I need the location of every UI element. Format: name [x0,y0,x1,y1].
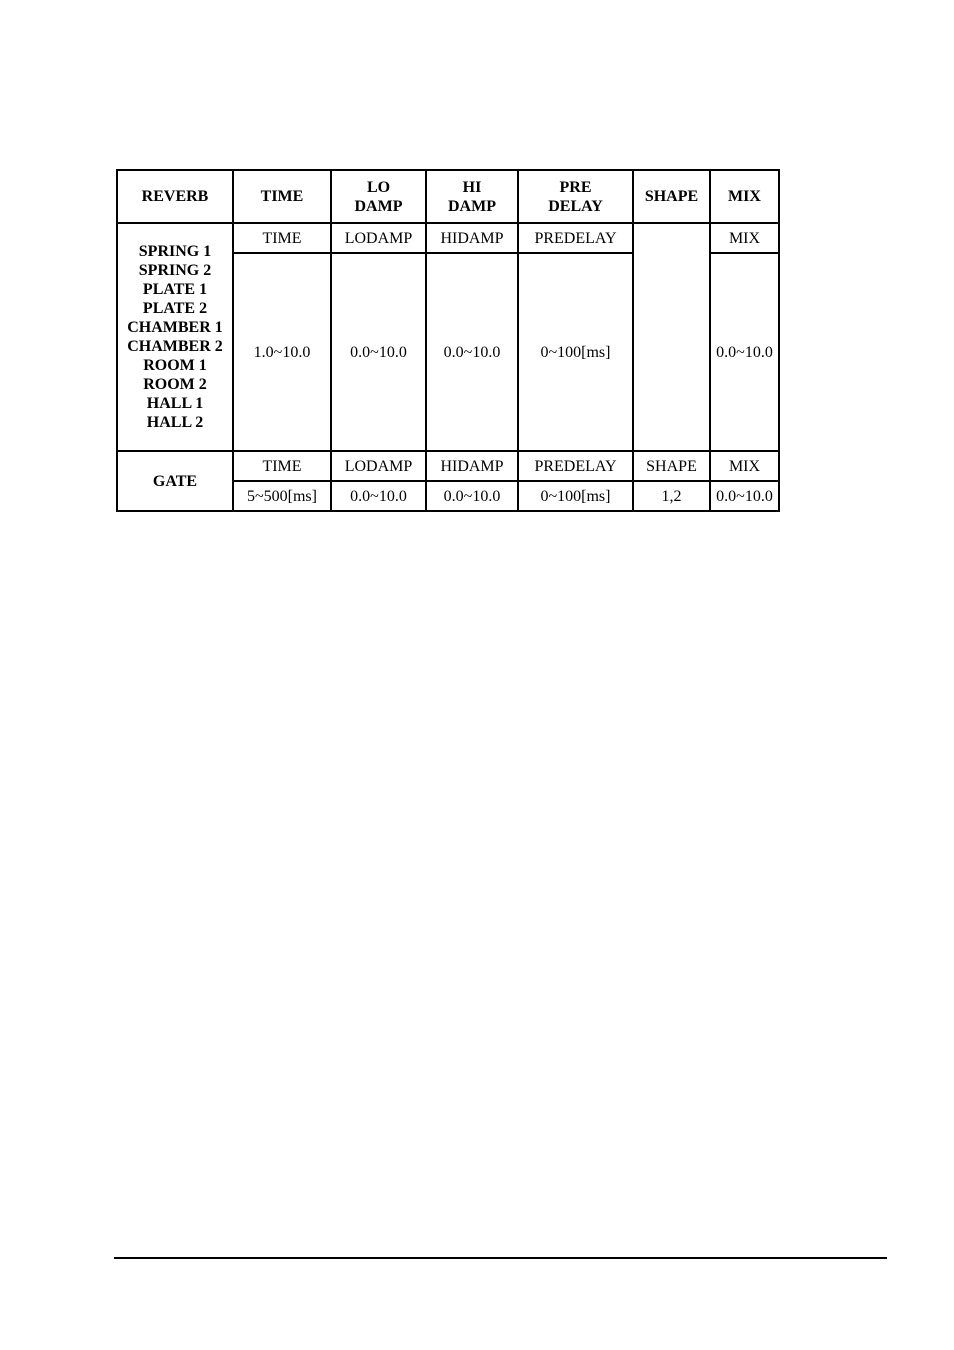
mode-room-2: ROOM 2 [143,376,207,393]
mode-spring-1: SPRING 1 [138,243,212,260]
header-mix: MIX [710,170,779,223]
mode-room-1: ROOM 1 [143,357,207,374]
mode-chamber-1: CHAMBER 1 [127,319,223,336]
gate-label-row [117,451,779,481]
gate-time-label: TIME [233,451,331,481]
mode-chamber-2: CHAMBER 2 [127,338,223,355]
reverb-hidamp-range: 0.0~10.0 [426,253,518,451]
reverb-time-range: 1.0~10.0 [233,253,331,451]
gate-predelay-range: 0~100[ms] [518,481,633,511]
gate-lodamp-range: 0.0~10.0 [331,481,426,511]
reverb-mix-range: 0.0~10.0 [710,253,779,451]
mode-hall-2: HALL 2 [146,414,204,431]
header-lo-damp: LO DAMP [331,170,426,223]
reverb-predelay-range: 0~100[ms] [518,253,633,451]
header-hi-damp: HI DAMP [426,170,518,223]
header-shape: SHAPE [633,170,710,223]
gate-name: GATE [117,451,233,511]
header-row [117,170,779,223]
reverb-label-row [117,223,779,253]
reverb-mix-label: MIX [710,223,779,253]
gate-time-range: 5~500[ms] [233,481,331,511]
mode-spring-2: SPRING 2 [138,262,212,279]
gate-mix-range: 0.0~10.0 [710,481,779,511]
header-time: TIME [233,170,331,223]
gate-mix-label: MIX [710,451,779,481]
reverb-lodamp-label: LODAMP [331,223,426,253]
reverb-mode-list [117,223,233,451]
gate-shape-range: 1,2 [633,481,710,511]
header-reverb: REVERB [117,170,233,223]
gate-hidamp-label: HIDAMP [426,451,518,481]
reverb-parameter-table [116,169,780,512]
footer-rule [114,1257,887,1259]
reverb-shape-empty [633,223,710,451]
reverb-hidamp-label: HIDAMP [426,223,518,253]
mode-plate-1: PLATE 1 [142,281,208,298]
reverb-predelay-label: PREDELAY [518,223,633,253]
header-pre-delay: PRE DELAY [518,170,633,223]
gate-hidamp-range: 0.0~10.0 [426,481,518,511]
mode-hall-1: HALL 1 [146,395,204,412]
gate-lodamp-label: LODAMP [331,451,426,481]
reverb-time-label: TIME [233,223,331,253]
reverb-lodamp-range: 0.0~10.0 [331,253,426,451]
gate-predelay-label: PREDELAY [518,451,633,481]
mode-plate-2: PLATE 2 [142,300,208,317]
gate-shape-label: SHAPE [633,451,710,481]
